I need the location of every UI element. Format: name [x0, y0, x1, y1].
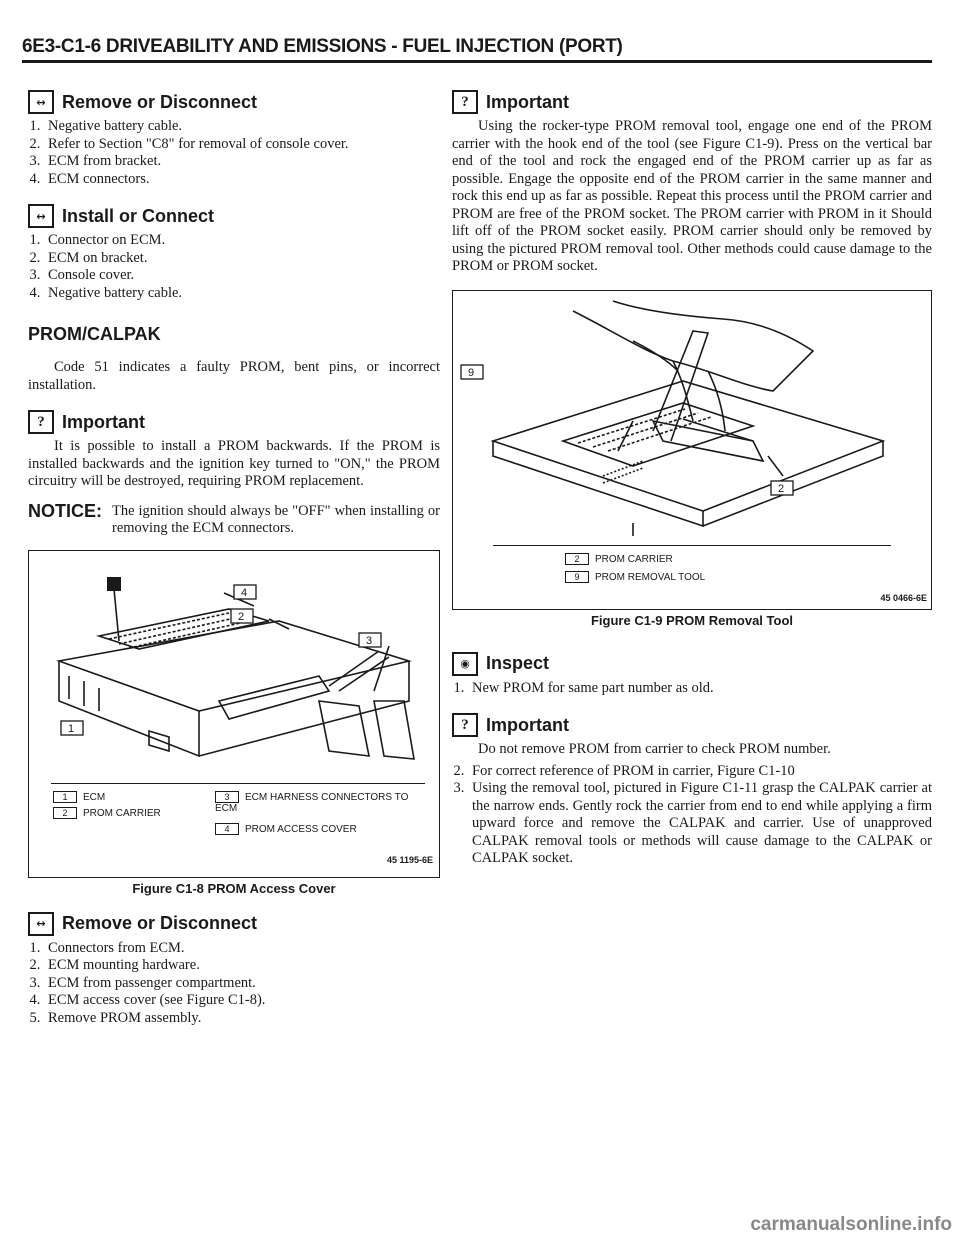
important-list-3: [452, 763, 932, 868]
legend-item: 3 ECM HARNESS CONNECTORS TO ECM: [215, 791, 409, 814]
list-item: 3. ECM from passenger compartment.: [44, 975, 440, 993]
list-item: 5. Remove PROM assembly.: [44, 1010, 440, 1028]
notice-text: The ignition should always be "OFF" when installing or removing the ECM connectors.: [112, 502, 440, 536]
ecm-illustration: [29, 551, 439, 781]
figure-caption-c1-9: Figure C1-9 PROM Removal Tool: [590, 612, 793, 628]
install-icon: ↔: [28, 204, 54, 228]
remove-icon: ↔: [28, 90, 54, 114]
list-item: 4. ECM connectors.: [44, 171, 440, 189]
important-text-2: Using the rocker-type PROM removal tool, engage one end of the PROM carrier with the hook end of the tool (see Figure C1-9). Press on the vertical bar end of the tool and rock the engaged end of the PROM carrier up as far as possible. Engage the opposite end of the PROM carrier in the same manner and rock this end up as far as possible. Repeat this process until the PROM carrier and PROM are free of the PROM socket. The PROM carrier with PROM in it Should lift off of the PROM socket easily. PROM carrier should only be removed by using the pictured PROM removal tool. Other methods could cause damage to the PROM or PROM socket.: [452, 118, 932, 274]
list-item: 2. ECM on bracket.: [44, 250, 440, 268]
figure-caption-c1-8: Figure C1-8 PROM Access Cover: [132, 880, 336, 896]
callout-1: 1: [68, 722, 75, 735]
remove-list-2: [28, 940, 440, 1028]
header-rule: [22, 60, 932, 63]
figure-c1-8: [28, 550, 440, 878]
install-heading: ↔ Install or Connect: [28, 204, 440, 228]
figure-id: 45 0466-6E: [880, 592, 927, 603]
legend-item: 9 PROM REMOVAL TOOL: [565, 571, 705, 583]
prom-removal-illustration: [453, 291, 929, 541]
list-item: 3. Console cover.: [44, 267, 440, 285]
list-item: 1. Connectors from ECM.: [44, 940, 440, 958]
list-item: 2. Refer to Section "C8" for removal of console cover.: [44, 136, 440, 154]
list-item: 3. ECM from bracket.: [44, 153, 440, 171]
callout-9: 9: [468, 366, 475, 379]
important-icon: ?: [28, 410, 54, 434]
install-list: [28, 232, 440, 302]
legend-item: 2 PROM CARRIER: [53, 807, 161, 819]
important-icon: ?: [452, 90, 478, 114]
list-item: 2. For correct reference of PROM in carrier, Figure C1-10: [468, 763, 932, 781]
remove-icon: ↔: [28, 912, 54, 936]
left-column: [28, 72, 440, 1027]
inspect-list: [452, 680, 932, 698]
important-heading-3: ? Important: [452, 713, 932, 737]
right-column: [452, 72, 932, 868]
notice: [28, 500, 440, 538]
inspect-heading: ◉ Inspect: [452, 652, 932, 676]
important-text-1: It is possible to install a PROM backwards. If the PROM is installed backwards and the ignition key turned to "ON," the PROM circuitry will be destroyed, requiring PROM replacement.: [28, 438, 440, 489]
list-item: 1. Connector on ECM.: [44, 232, 440, 250]
legend-rule: [493, 545, 891, 547]
callout-2: 2: [238, 610, 245, 623]
legend-rule: [51, 783, 425, 785]
list-item: 4. Negative battery cable.: [44, 285, 440, 303]
callout-3: 3: [366, 634, 373, 647]
legend-item: 1 ECM: [53, 791, 105, 803]
remove-heading-1: ↔ Remove or Disconnect: [28, 90, 440, 114]
prom-calpak-heading: PROM/CALPAK: [28, 324, 161, 344]
important-icon: ?: [452, 713, 478, 737]
list-item: 4. ECM access cover (see Figure C1-8).: [44, 992, 440, 1010]
page-header: 6E3-C1-6 DRIVEABILITY AND EMISSIONS - FUEL INJECTION (PORT): [22, 36, 623, 57]
important-text-3: Do not remove PROM from carrier to check PROM number.: [478, 741, 831, 757]
legend-item: 4 PROM ACCESS COVER: [215, 823, 357, 835]
watermark: carmanualsonline.info: [750, 1214, 952, 1235]
list-item: 2. ECM mounting hardware.: [44, 957, 440, 975]
figure-c1-9: [452, 290, 932, 610]
callout-2: 2: [778, 482, 785, 495]
important-heading-1: ? Important: [28, 410, 440, 434]
prom-paragraph: Code 51 indicates a faulty PROM, bent pins, or incorrect installation.: [28, 359, 440, 393]
remove-heading-2: ↔ Remove or Disconnect: [28, 912, 440, 936]
remove-list-1: [28, 118, 440, 188]
list-item: 1. New PROM for same part number as old.: [468, 680, 932, 698]
important-heading-2: ? Important: [452, 90, 932, 114]
notice-label: NOTICE:: [28, 500, 102, 521]
callout-4: 4: [241, 586, 248, 599]
list-item: 1. Negative battery cable.: [44, 118, 440, 136]
inspect-icon: ◉: [452, 652, 478, 676]
legend-item: 2 PROM CARRIER: [565, 553, 673, 565]
figure-id: 45 1195-6E: [386, 854, 433, 865]
list-item: 3. Using the removal tool, pictured in Figure C1-11 grasp the CALPAK carrier at the narrow ends. Gently rock the carrier from end to end while applying a firm upward force and remove the CALPAK and carrier. Use of unapproved CALPAK removal tools or methods will cause damage to the CALPAK or CALPAK socket.: [468, 780, 932, 868]
